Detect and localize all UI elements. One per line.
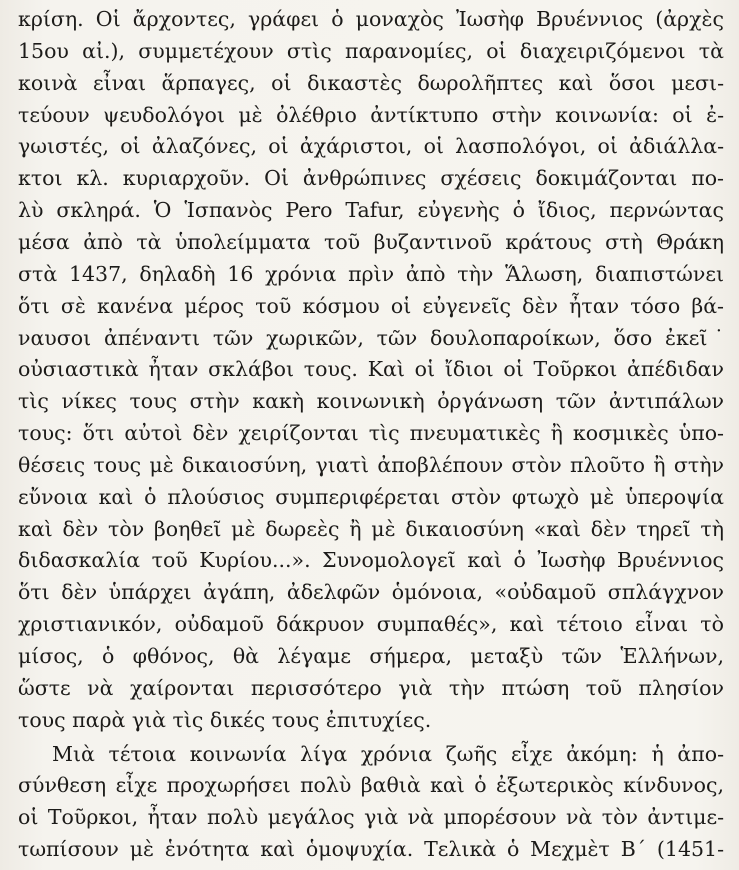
p1-line-20: χριστιανικόν, οὐδαμοῦ δάκρυον συμπαθές», καὶ τέτοιο εἶναι τὸ xyxy=(18,612,724,637)
p1-line-1: κρίση. Οἱ ἄρχοντες, γράφει ὁ μοναχὸς Ἰωσὴφ Βρυέννιος (ἀρχὲς xyxy=(18,7,724,31)
p1-line-12: οὐσιαστικὰ ἦταν σκλάβοι τους. Καὶ οἱ ἴδιοι οἱ Τοῦρκοι ἀπέδιδαν xyxy=(18,357,724,382)
p1-line-8: μέσα ἀπὸ τὰ ὑπολείμματα τοῦ βυζαντινοῦ κράτους στὴ Θράκη xyxy=(18,229,724,254)
p1-line-10: ὅτι σὲ κανένα μέρος τοῦ κόσμου οἱ εὐγενεῖς δὲν ἦταν τόσο βά- xyxy=(18,293,724,318)
p1-line-21: μίσος, ὁ φθόνος, θὰ λέγαμε σήμερα, μεταξὺ τῶν Ἑλλήνων, xyxy=(18,644,724,669)
p1-line-18: διδασκαλία τοῦ Κυρίου...». Συνομολογεῖ καὶ ὁ Ἰωσὴφ Βρυέννιος xyxy=(18,548,724,573)
p2-line-2: σύνθεση εἶχε προχωρήσει πολὺ βαθιὰ καὶ ὁ ἐξωτερικὸς κίνδυνος, xyxy=(18,773,724,798)
p1-line-7: λὺ σκληρά. Ὁ Ἱσπανὸς Pero Tafur, εὐγενὴς ὁ ἴδιος, περνώντας xyxy=(18,198,724,223)
p1-line-15: θέσεις τους μὲ δικαιοσύνη, γιατὶ ἀποβλέπουν στὸν πλοῦτο ἢ στὴν xyxy=(18,452,724,477)
p2-line-4: τωπίσουν μὲ ἑνότητα καὶ ὁμοψυχία. Τελικὰ ὁ Μεχμὲτ Β΄ (1451- xyxy=(18,837,724,862)
p1-line-13: τὶς νίκες τους στὴν κακὴ κοινωνικὴ ὀργάνωση τῶν ἀντιπάλων xyxy=(18,389,724,414)
p1-line-4: τεύουν ψευδολόγοι μὲ ὀλέθριο ἀντίκτυπο στὴν κοινωνία: οἱ ἐ- xyxy=(18,102,724,127)
p2-line-3: οἱ Τοῦρκοι, ἦταν πολὺ μεγάλος γιὰ νὰ μπορέσουν νὰ τὸν ἀντιμε- xyxy=(18,805,724,830)
p1-line-16: εὔνοια καὶ ὁ πλούσιος συμπεριφέρεται στὸν φτωχὸ μὲ ὑπεροψία xyxy=(18,484,724,509)
p1-line-23: τους παρὰ γιὰ τὶς δικές τους ἐπιτυχίες. xyxy=(18,707,432,732)
p1-line-17: καὶ δὲν τὸν βοηθεῖ μὲ δωρεὲς ἢ μὲ δικαιοσύνη «καὶ δὲν τηρεῖ τὴ xyxy=(18,516,724,541)
p1-line-3: κοινὰ εἶναι ἅρπαγες, οἱ δικαστὲς δωρολῆπτες καὶ ὅσοι μεσι- xyxy=(18,70,724,95)
p1-line-9: στὰ 1437, δηλαδὴ 16 χρόνια πρὶν ἀπὸ τὴν Ἅλωση, διαπιστώνει xyxy=(18,261,724,286)
p1-line-2: 15ου αἰ.), συμμετέχουν στὶς παρανομίες, οἱ διαχειριζόμενοι τὰ xyxy=(18,38,724,63)
p1-line-6: κτοι κλ. κυριαρχοῦν. Οἱ ἀνθρώπινες σχέσεις δοκιμάζονται πο- xyxy=(18,166,724,191)
p1-line-19: ὅτι δὲν ὑπάρχει ἀγάπη, ἀδελφῶν ὁμόνοια, «οὐδαμοῦ σπλάγχνον xyxy=(18,580,724,605)
p1-line-14: τους: ὅτι αὐτοὶ δὲν χειρίζονται τὶς πνευματικὲς ἢ κοσμικὲς ὑπο- xyxy=(18,421,724,446)
p1-line-22: ὥστε νὰ χαίρονται περισσότερο γιὰ τὴν πτώση τοῦ πλησίον xyxy=(18,675,724,700)
p1-line-11: ναυσοι ἀπέναντι τῶν χωρικῶν, τῶν δουλοπαροίκων, ὅσο ἐκεῖ˙ xyxy=(18,325,724,350)
p1-line-5: γωιστές, οἱ ἀλαζόνες, οἱ ἀχάριστοι, οἱ λασπολόγοι, οἱ ἀδιάλλα- xyxy=(18,134,724,159)
p2-line-1: Μιὰ τέτοια κοινωνία λίγα χρόνια ζωῆς εἶχε ἀκόμη: ἡ ἀπο- xyxy=(52,741,724,766)
